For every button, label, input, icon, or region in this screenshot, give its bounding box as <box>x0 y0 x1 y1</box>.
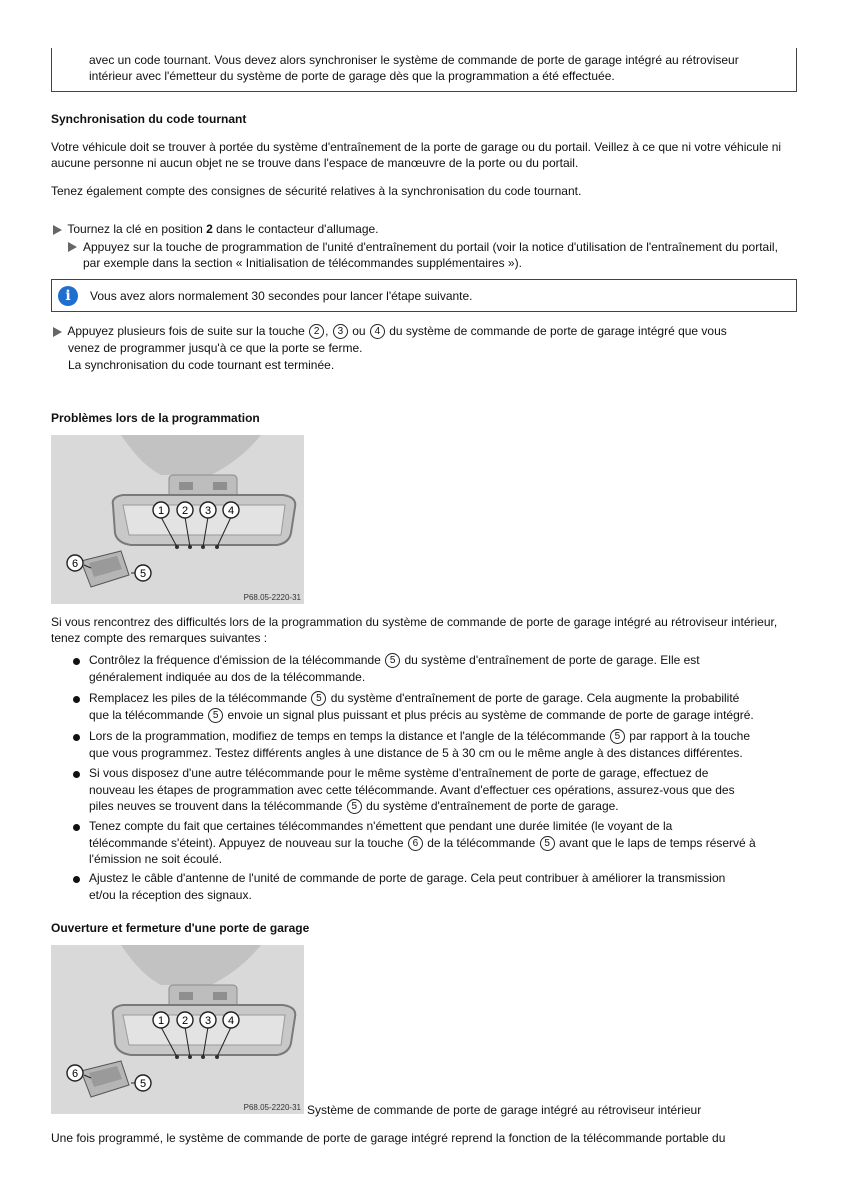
bullet-1-b: du système d'entraînement de porte de garage. Elle est <box>404 653 700 667</box>
info-text: Vous avez alors normalement 30 secondes pour lancer l'étape suivante. <box>90 289 473 303</box>
bullet-4-b: nouveau les étapes de programmation avec cette télécommande. Avant d'effectuer ces opérations, assurez-vous que des <box>89 782 735 797</box>
bullet-1 <box>89 652 799 685</box>
step-3-or: ou <box>352 324 366 338</box>
info-icon: i <box>58 286 78 306</box>
bullet-5 <box>89 818 799 868</box>
bullet-3 <box>89 728 799 761</box>
sync-result: La synchronisation du code tournant est terminée. <box>68 358 335 372</box>
sync-paragraph-1: Votre véhicule doit se trouver à portée du système d'entraînement de la porte de garage ou du portail. Veillez à ce que ni votre véhicule ni aucune personne ni aucun objet ne se trouve dans l'espace de manœuvre de la porte ou du portail. <box>51 140 782 170</box>
bullet-6-b: et/ou la réception des signaux. <box>89 887 252 902</box>
opening-paragraph: Une fois programmé, le système de commande de porte de garage intégré reprend la fonction de la télécommande portable du <box>51 1131 726 1145</box>
bullet-2-a: Remplacez les piles de la télécommande <box>89 691 308 705</box>
remote-5-callout: 5 <box>385 653 400 668</box>
bullet-dot <box>73 658 80 665</box>
bullet-2-c: que la télécommande <box>89 707 204 722</box>
remote-5-callout: 5 <box>311 691 326 706</box>
step-1-text-post: dans le contacteur d'allumage. <box>212 222 379 236</box>
callout-3: 3 <box>204 505 212 517</box>
bullet-2-b: du système d'entraînement de porte de garage. Cela augmente la probabilité <box>330 691 740 705</box>
callout-2: 2 <box>181 1015 189 1027</box>
bullet-5-a: Tenez compte du fait que certaines télécommandes n'émettent que pendant une durée limitée (le voyant de la <box>89 819 673 833</box>
step-3-text-a: Appuyez plusieurs fois de suite sur la touche <box>67 324 305 338</box>
callout-4: 4 <box>227 505 235 517</box>
bullet-dot <box>73 734 80 741</box>
callout-6: 6 <box>71 1068 79 1080</box>
remote-6-callout: 6 <box>408 836 423 851</box>
step-3-text-d: du système de commande de porte de garage intégré que vous <box>389 324 727 338</box>
step-2-text: Appuyez sur la touche de programmation de l'unité d'entraînement du portail (voir la notice d'utilisation de l'entraînement du portail, par exemple dans la section « Initialisation de télécommandes supplémentaires »). <box>83 240 778 270</box>
button-3-callout: 3 <box>333 324 348 339</box>
step-1-text-pre: Tournez la clé en position <box>67 222 207 236</box>
callout-1: 1 <box>157 505 165 517</box>
bullet-2 <box>89 690 799 723</box>
figure-code: P68.05-2220-31 <box>243 593 301 602</box>
step-1-key-position: 2 <box>206 222 213 236</box>
triangle-arrow-icon <box>53 225 62 235</box>
opening-heading: Ouverture et fermeture d'une porte de garage <box>51 921 310 935</box>
step-3 <box>53 323 727 340</box>
button-4-callout: 4 <box>370 324 385 339</box>
bullet-5-e: l'émission ne soit écoulé. <box>89 852 223 866</box>
remote-5-callout: 5 <box>208 708 223 723</box>
bullet-dot <box>73 696 80 703</box>
figure-caption: Système de commande de porte de garage intégré au rétroviseur intérieur <box>307 1103 702 1117</box>
step-3-line-2: venez de programmer jusqu'à ce que la porte se ferme. <box>68 341 363 355</box>
step-3-comma: , <box>325 324 329 338</box>
bullet-3-a: Lors de la programmation, modifiez de temps en temps la distance et l'angle de la télécommande <box>89 729 606 743</box>
triangle-arrow-icon <box>53 327 62 337</box>
bullet-3-b: par rapport à la touche <box>629 729 751 743</box>
bullet-6-a: Ajustez le câble d'antenne de l'unité de commande de porte de garage. Cela peut contribuer à améliorer la transmission <box>89 871 726 885</box>
bullet-5-b: télécommande s'éteint). Appuyez de nouveau sur la touche <box>89 835 404 850</box>
bullet-2-d: envoie un signal plus puissant et plus précis au système de commande de porte de garage intégré. <box>227 707 754 722</box>
bullet-6 <box>89 870 799 903</box>
callout-4: 4 <box>227 1015 235 1027</box>
top-notice-line-1: avec un code tournant. Vous devez alors synchroniser le système de commande de porte de garage intégré au rétroviseur <box>89 53 739 67</box>
bullet-5-d: avant que le laps de temps réservé à <box>558 835 756 850</box>
callout-6: 6 <box>71 558 79 570</box>
bullet-4-d: du système d'entraînement de porte de garage. <box>366 799 619 813</box>
triangle-arrow-icon <box>68 242 77 252</box>
problems-heading: Problèmes lors de la programmation <box>51 411 260 425</box>
bullet-1-c: généralement indiquée au dos de la télécommande. <box>89 669 366 684</box>
bullet-4 <box>89 765 799 815</box>
sync-paragraph-2: Tenez également compte des consignes de sécurité relatives à la synchronisation du code tournant. <box>51 184 582 198</box>
rearview-mirror-figure <box>51 435 304 604</box>
bullet-dot <box>73 824 80 831</box>
bullet-1-a: Contrôlez la fréquence d'émission de la télécommande <box>89 653 381 667</box>
bullet-4-a: Si vous disposez d'une autre télécommande pour le même système d'entraînement de porte de garage, effectuez de <box>89 766 709 780</box>
bullet-5-c: de la télécommande <box>427 835 536 850</box>
remote-5-callout: 5 <box>540 836 555 851</box>
rearview-mirror-figure-2 <box>51 945 304 1114</box>
top-notice-line-2: intérieur avec l'émetteur du système de porte de garage dès que la programmation a été effectuée. <box>89 69 615 83</box>
callout-5: 5 <box>139 568 147 580</box>
callout-3: 3 <box>204 1015 212 1027</box>
step-2 <box>68 239 798 271</box>
sync-heading: Synchronisation du code tournant <box>51 112 247 126</box>
figure-code: P68.05-2220-31 <box>243 1103 301 1112</box>
mirror-illustration-2 <box>51 945 304 1114</box>
bullet-dot <box>73 876 80 883</box>
problems-intro: Si vous rencontrez des difficultés lors de la programmation du système de commande de porte de garage intégré au rétroviseur intérieur, tenez compte des remarques suivantes : <box>51 615 778 645</box>
remote-5-callout: 5 <box>610 729 625 744</box>
callout-1: 1 <box>157 1015 165 1027</box>
info-box <box>51 279 797 312</box>
step-1 <box>53 221 379 237</box>
remote-5-callout: 5 <box>347 799 362 814</box>
mirror-illustration <box>51 435 304 604</box>
bullet-dot <box>73 771 80 778</box>
callout-5: 5 <box>139 1078 147 1090</box>
top-notice-box <box>51 48 797 92</box>
callout-2: 2 <box>181 505 189 517</box>
button-2-callout: 2 <box>309 324 324 339</box>
bullet-3-c: que vous programmez. Testez différents angles à une distance de 5 à 30 cm ou le même angle à des distances différentes. <box>89 745 743 760</box>
bullet-4-c: piles neuves se trouvent dans la télécommande <box>89 799 343 813</box>
